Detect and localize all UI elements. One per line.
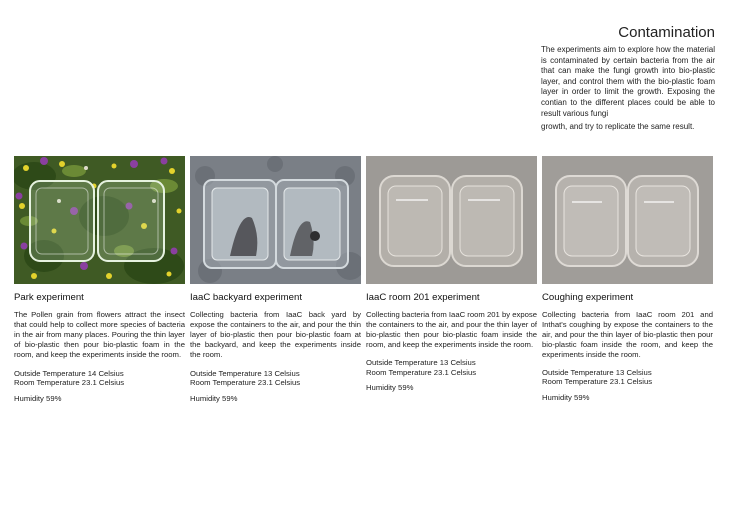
experiment-conditions	[542, 368, 713, 404]
outside-temperature: Outside Temperature 13 Celsius	[366, 357, 476, 367]
experiment-title: IaaC room 201 experiment	[366, 292, 480, 303]
humidity: Humidity 59%	[190, 394, 238, 404]
experiment-description: Collecting bacteria from IaaC room 201 by expose the containers to the air, and pour the thin layer of bio-plastic then pour bio-plastic foam inside the room, and keep the experiments inside the room.	[366, 310, 537, 349]
experiment-coughing	[542, 156, 713, 403]
outside-temperature: Outside Temperature 14 Celsius	[14, 368, 124, 378]
page-title: Contamination	[618, 24, 715, 41]
room-temperature: Room Temperature 23.1 Celsius	[190, 378, 301, 388]
coughing-photo	[542, 156, 713, 284]
outside-temperature: Outside Temperature 13 Celsius	[542, 367, 652, 377]
humidity: Humidity 59%	[542, 393, 590, 403]
humidity: Humidity 59%	[366, 383, 414, 393]
experiment-conditions	[366, 358, 537, 394]
outside-temperature: Outside Temperature 13 Celsius	[190, 368, 300, 378]
room-201-photo	[366, 156, 537, 284]
experiment-description: Collecting bacteria from IaaC back yard by expose the containers to the air, and pour the thin layer of bio-plastic then pour bio-plastic foam at the backyard, and keep the experiments inside the room.	[190, 310, 361, 359]
intro-paragraph: The experiments aim to explore how the material is contaminated by certain bacteria from the air that can make the fungi growth into bio-plastic layer, and control them with the bio-plastic foam layer in order to limit the growth. Exposing the contian to the different places could be able to result various fungi	[541, 45, 715, 118]
experiment-backyard	[190, 156, 361, 404]
park-photo	[14, 156, 185, 284]
experiment-title: Park experiment	[14, 292, 84, 303]
backyard-photo	[190, 156, 361, 284]
experiment-park	[14, 156, 185, 404]
room-temperature: Room Temperature 23.1 Celsius	[14, 378, 125, 388]
humidity: Humidity 59%	[14, 394, 62, 404]
experiment-description: Collecting bacteria from IaaC room 201 and Inthat's coughing by expose the containers to the air, and pour the thin layer of bio-plastic then pour bio-plastic foam inside the room, and keep the experiments inside the room.	[542, 310, 713, 359]
room-temperature: Room Temperature 23.1 Celsius	[366, 367, 477, 377]
room-temperature: Room Temperature 23.1 Celsius	[542, 377, 653, 387]
experiment-room-201	[366, 156, 537, 393]
experiment-title: Coughing experiment	[542, 292, 634, 303]
experiment-title: IaaC backyard experiment	[190, 292, 302, 303]
experiment-conditions	[14, 369, 185, 405]
intro-paragraph-end: growth, and try to replicate the same result.	[541, 122, 695, 132]
experiment-conditions	[190, 369, 361, 405]
experiment-description: The Pollen grain from flowers attract the insect that could help to collect more species of bacteria in the air from many places. Pouring the thin layer of bio-plastic then pour bio-plastic foam in the room, and keep the experiments inside the room.	[14, 310, 185, 359]
intro-text	[541, 45, 715, 133]
